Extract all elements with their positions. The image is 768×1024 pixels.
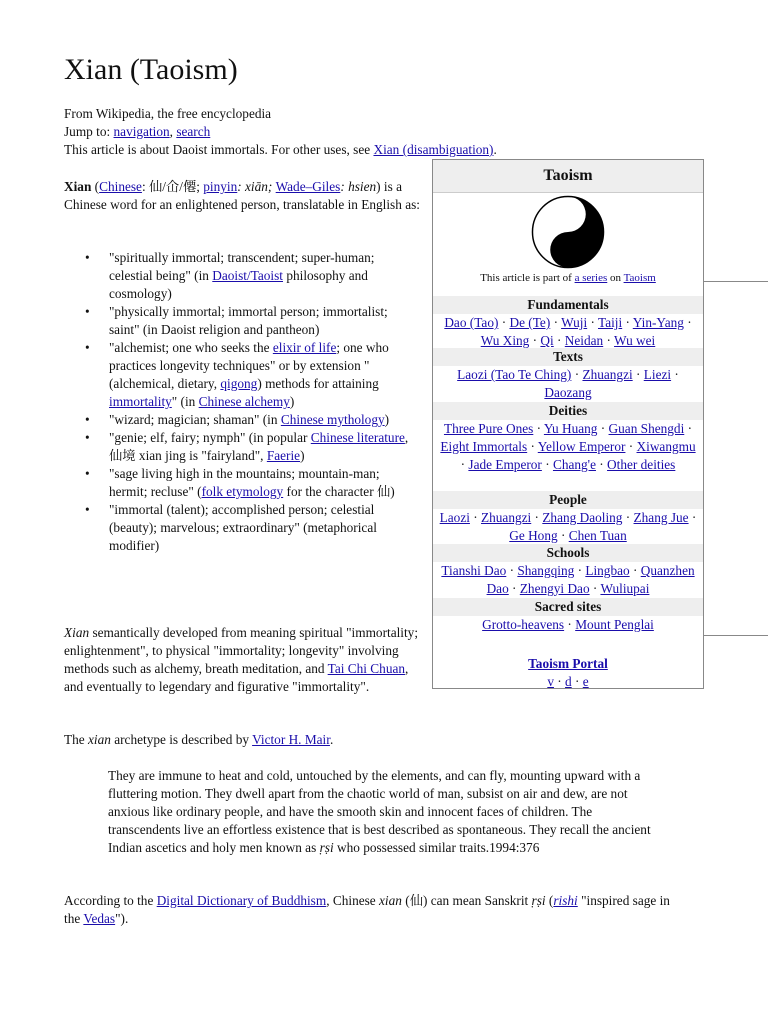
lead-paragraph <box>64 178 424 214</box>
separator: · <box>625 438 637 454</box>
item-text: "genie; elf, fairy; nymph" (in popular <box>109 430 311 445</box>
divider <box>704 635 768 636</box>
separator: · <box>688 510 697 525</box>
separator: · <box>469 510 482 525</box>
item-text: "physically immortal; immortal person; immortalist; saint" (in Daoist religion and pantheon) <box>109 304 388 337</box>
paragraph-text: semantically developed from meaning spiritual "immortality; enlightenment", to physical "immortality; longevity" involving methods such as alchemy, breath meditation, and <box>64 625 419 676</box>
infobox-link[interactable]: Dao (Tao) <box>444 315 499 330</box>
infobox-section <box>433 598 703 634</box>
infobox-link[interactable]: Daozang <box>544 384 592 400</box>
wade-giles-value: : hsien <box>340 179 377 194</box>
item-text: ) <box>300 448 305 463</box>
edit-link[interactable]: e <box>582 674 589 689</box>
separator: · <box>595 456 608 472</box>
archetype-paragraph <box>64 731 424 749</box>
infobox-link[interactable]: Qi <box>540 332 554 348</box>
section-heading: Fundamentals <box>433 296 703 314</box>
infobox-link[interactable]: Mount Penglai <box>575 617 654 632</box>
jump-line <box>64 123 564 141</box>
term: xian <box>88 732 111 747</box>
infobox-link[interactable]: Zhengyi Dao <box>519 580 590 596</box>
separator: · <box>553 674 566 689</box>
vedas-link[interactable]: Vedas <box>83 911 116 926</box>
item-text: , 仙境 xian jing is "fairyland", <box>109 430 409 463</box>
infobox-link[interactable]: Quanzhen Dao <box>486 563 695 596</box>
infobox-link[interactable]: Chang'e <box>552 456 596 472</box>
separator: · <box>629 563 641 578</box>
hatnote-text: This article is about Daoist immortals. For other uses, see <box>64 142 371 157</box>
page-title: Xian (Taoism) <box>64 53 238 86</box>
list-item <box>109 465 420 501</box>
list-item <box>109 411 420 429</box>
separator: · <box>632 367 644 382</box>
item-text: for the character 仙) <box>283 484 395 499</box>
infobox-link[interactable]: Wuliupai <box>600 580 650 596</box>
infobox-title: Taoism <box>433 160 703 193</box>
pinyin-value: : xiān; <box>237 179 276 194</box>
yin-yang-icon <box>531 195 605 269</box>
section-heading: Deities <box>433 402 703 420</box>
section-links <box>433 509 703 545</box>
view-link[interactable]: v <box>547 674 554 689</box>
infobox-link[interactable]: Jade Emperor <box>468 456 542 472</box>
infobox-link[interactable]: Ge Hong <box>509 527 558 543</box>
lead-term: Xian <box>64 179 92 194</box>
infobox-section <box>433 491 703 545</box>
infobox-link[interactable]: Yu Huang <box>543 421 598 436</box>
item-text: ) <box>289 394 295 409</box>
infobox-link[interactable]: Neidan <box>564 332 604 348</box>
discuss-link[interactable]: d <box>565 674 572 689</box>
item-text: ) <box>384 412 390 427</box>
section-links <box>433 616 703 634</box>
item-text: ) methods for attaining <box>257 376 379 391</box>
comma: , <box>169 124 173 139</box>
portal-section <box>433 655 703 691</box>
jump-label: Jump to: <box>64 124 111 139</box>
separator: · <box>684 421 693 436</box>
separator: · <box>527 438 538 454</box>
folk-etymology-link[interactable]: folk etymology <box>201 484 284 499</box>
separator: · <box>571 674 583 689</box>
separator: · <box>622 510 634 525</box>
term: xian <box>379 893 402 908</box>
separator: · <box>557 527 569 543</box>
infobox-link[interactable]: Yellow Emperor <box>537 438 626 454</box>
separator: · <box>506 563 518 578</box>
separator: · <box>564 617 576 632</box>
infobox-link[interactable]: Zhang Jue <box>633 510 689 525</box>
paragraph-text: (仙) can mean Sanskrit <box>401 893 532 908</box>
chinese-literature-link[interactable]: Chinese literature <box>310 430 405 445</box>
section-heading: People <box>433 491 703 509</box>
immortality-link[interactable]: immortality <box>109 394 172 409</box>
infobox-link[interactable]: Zhuangzi <box>481 510 532 525</box>
wade-giles-link[interactable]: Wade–Giles <box>275 179 341 194</box>
victor-mair-link[interactable]: Victor H. Mair <box>252 732 330 747</box>
paragraph-text: ( <box>545 893 554 908</box>
lead-text: ( <box>91 179 100 194</box>
infobox-link[interactable]: Xiwangmu <box>636 438 696 454</box>
period: . <box>493 142 497 157</box>
disambiguation-link[interactable]: Xian (disambiguation) <box>373 142 494 157</box>
term: ṛṣi <box>531 893 546 908</box>
taoism-portal-link[interactable]: Taoism Portal <box>528 656 608 671</box>
faerie-link[interactable]: Faerie <box>266 448 301 463</box>
infobox-link[interactable]: Chen Tuan <box>568 527 627 543</box>
separator: · <box>533 421 544 436</box>
infobox-section <box>433 348 703 402</box>
section-links <box>433 562 703 598</box>
paragraph-text: "). <box>115 911 129 926</box>
separator: · <box>531 510 543 525</box>
series-text: on <box>607 272 624 284</box>
pinyin-link[interactable]: pinyin <box>203 179 238 194</box>
infobox-link[interactable]: Zhang Daoling <box>542 510 623 525</box>
separator: · <box>671 367 679 382</box>
rishi-link[interactable]: rishi <box>553 893 578 908</box>
quote-text: They are immune to heat and cold, untouched by the elements, and can fly, mounting upward with a fluttering motion. They dwell apart from the chaotic world of man, subsist on air and dew, are not anxious like ordinary people, and have the smooth skin and innocent faces of children. The transcendents live an effortless existence that is best described as spontaneous. They recall the ancient Indian ascetics and holy men known as <box>108 768 651 855</box>
search-link[interactable]: search <box>176 124 211 139</box>
hatnote <box>64 141 564 159</box>
source-line: From Wikipedia, the free encyclopedia <box>64 106 272 121</box>
infobox-link[interactable]: Wuji <box>561 315 588 330</box>
separator: · <box>529 332 541 348</box>
term: ṛṣi <box>319 840 334 855</box>
paragraph-text: . <box>329 732 334 747</box>
list-item <box>109 429 420 465</box>
chinese-alchemy-link[interactable]: Chinese alchemy <box>198 394 290 409</box>
infobox-link[interactable]: Laozi <box>439 510 470 525</box>
infobox-link[interactable]: Wu Xing <box>480 332 530 348</box>
infobox-link[interactable]: Other deities <box>607 456 676 472</box>
infobox-section <box>433 296 703 350</box>
paragraph-text: The <box>64 732 88 747</box>
section-links <box>433 366 703 402</box>
digital-dictionary-link[interactable]: Digital Dictionary of Buddhism <box>156 893 327 908</box>
daoist-link[interactable]: Daoist/Taoist <box>212 268 283 283</box>
definition-list <box>64 249 420 555</box>
paragraph-text: "inspired sage in the <box>64 893 670 926</box>
item-text: ; one who practices longevity techniques" or by extension "(alchemical, dietary, <box>109 340 389 391</box>
infobox-link[interactable]: Eight Immortals <box>440 438 528 454</box>
item-text: philosophy and cosmology) <box>109 268 368 301</box>
infobox-link[interactable]: Wu wei <box>614 332 656 348</box>
item-text: " (in <box>171 394 199 409</box>
list-item <box>109 249 420 303</box>
qigong-link[interactable]: qigong <box>220 376 258 391</box>
paragraph-text: , Chinese <box>326 893 380 908</box>
paragraph-text: archetype is described by <box>110 732 253 747</box>
separator: · <box>683 315 692 330</box>
separator: · <box>589 580 601 596</box>
section-heading: Schools <box>433 544 703 562</box>
infobox-link[interactable]: Lingbao <box>585 563 630 578</box>
infobox-link[interactable]: Shangqing <box>517 563 575 578</box>
item-text: "alchemist; one who seeks the <box>109 340 273 355</box>
infobox-link[interactable]: Grotto-heavens <box>482 617 565 632</box>
vde-links <box>433 673 703 691</box>
separator: · <box>498 315 510 330</box>
separator: · <box>622 315 633 330</box>
elixir-link[interactable]: elixir of life <box>272 340 337 355</box>
infobox-link[interactable]: De (Te) <box>509 315 551 330</box>
series-note <box>433 271 703 285</box>
section-heading: Sacred sites <box>433 598 703 616</box>
infobox-link[interactable]: Liezi <box>643 367 672 382</box>
item-text: "immortal (talent); accomplished person; celestial (beauty); marvelous; extraordinary" (metaphorical modifier) <box>109 502 377 553</box>
separator: · <box>508 580 520 596</box>
list-item <box>109 501 420 555</box>
taoism-series-link[interactable]: Taoism <box>623 272 656 284</box>
separator: · <box>587 315 598 330</box>
dictionary-paragraph <box>64 892 684 928</box>
tai-chi-link[interactable]: Tai Chi Chuan <box>327 661 406 676</box>
item-text: "spiritually immortal; transcendent; super-human; celestial being" (in <box>109 250 375 283</box>
navigation-link[interactable]: navigation <box>113 124 170 139</box>
intro <box>64 105 564 159</box>
infobox-link[interactable]: Yin-Yang <box>632 315 684 330</box>
series-link[interactable]: a series <box>574 272 608 284</box>
infobox-link[interactable]: Zhuangzi <box>582 367 633 382</box>
section-links <box>433 314 703 350</box>
lead-rest: ) is a Chinese word for an enlightened person, translatable in English as: <box>64 179 420 212</box>
separator: · <box>574 563 586 578</box>
series-text: This article is part of <box>480 272 575 284</box>
separator: · <box>460 456 469 472</box>
separator: · <box>541 456 553 472</box>
infobox-link[interactable]: Three Pure Ones <box>443 421 534 436</box>
section-links <box>433 420 703 473</box>
paragraph-text: According to the <box>64 893 157 908</box>
chinese-mythology-link[interactable]: Chinese mythology <box>280 412 385 427</box>
infobox-section <box>433 402 703 473</box>
list-item <box>109 303 420 339</box>
separator: · <box>550 315 562 330</box>
separator: · <box>571 367 583 382</box>
separator: · <box>553 332 565 348</box>
block-quote <box>108 767 652 857</box>
paragraph-text: , and eventually to legendary and figurative "immortality". <box>64 661 409 694</box>
item-text: "sage living high in the mountains; mountain-man; hermit; recluse" ( <box>109 466 380 499</box>
infobox-link[interactable]: Guan Shengdi <box>608 421 685 436</box>
term: Xian <box>64 625 90 640</box>
infobox-link[interactable]: Tianshi Dao <box>441 563 507 578</box>
lead-chars: : 仙/仚/僊; <box>141 179 204 194</box>
infobox-section <box>433 544 703 598</box>
chinese-link[interactable]: Chinese <box>99 179 142 194</box>
list-item <box>109 339 420 411</box>
separator: · <box>597 421 609 436</box>
separator: · <box>603 332 615 348</box>
infobox-link[interactable]: Laozi (Tao Te Ching) <box>457 367 572 382</box>
quote-text: who possessed similar traits.1994:376 <box>333 840 540 855</box>
semantics-paragraph <box>64 624 424 696</box>
item-text: "wizard; magician; shaman" (in <box>109 412 281 427</box>
taoism-infobox <box>432 159 704 689</box>
section-heading: Texts <box>433 348 703 366</box>
infobox-link[interactable]: Taiji <box>598 315 623 330</box>
divider <box>704 281 768 282</box>
